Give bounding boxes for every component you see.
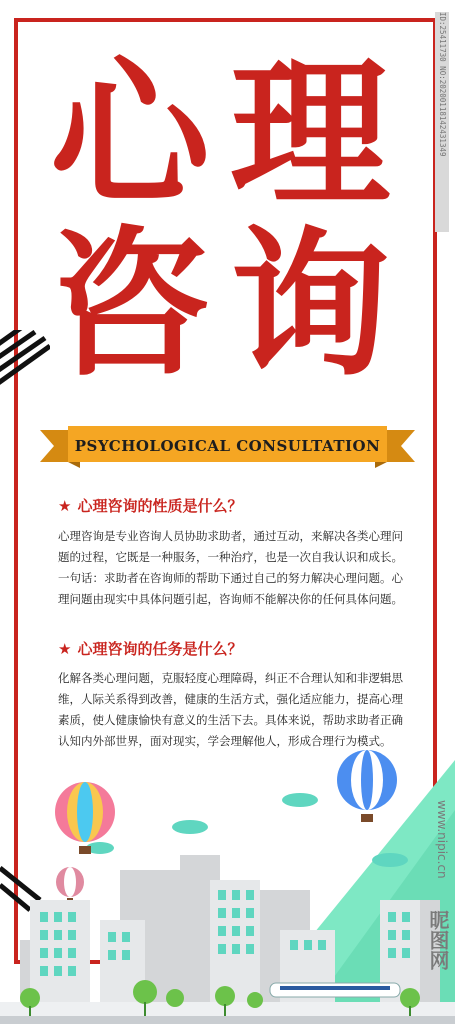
section-heading-task: [58, 638, 242, 659]
star-icon: ★: [58, 640, 72, 658]
title-char-2: 理: [229, 41, 390, 228]
title-char-3: 咨: [49, 211, 210, 398]
train: [270, 983, 400, 997]
city-illustration: [0, 740, 455, 1024]
balloon-small: [56, 867, 84, 903]
watermark-url: www.nipic.cn: [435, 800, 449, 879]
title-char-4: 询: [229, 211, 390, 398]
section-heading-text: 心理咨询的性质是什么？: [77, 497, 243, 515]
section-body-task: 化解各类心理问题，克服轻度心理障碍，纠正不合理认知和非逻辑思维，人际关系得到改善，健康的生活方式，强化适应能力，提高心理素质，使人健康愉快有意义的生活下去。具体来说，帮助求助者正确认知内外部世界，面对现实，学会理解他人，形成合理行为模式。: [58, 671, 403, 748]
title-char-1: 心: [49, 41, 210, 228]
section-heading-text: 心理咨询的任务是什么？: [77, 640, 243, 658]
balloon-right: [337, 750, 397, 822]
stripes-decoration-top: [0, 330, 50, 400]
subtitle-english: PSYCHOLOGICAL CONSULTATION: [74, 437, 381, 455]
section-heading-nature: [58, 495, 242, 516]
section-body-nature: 心理咨询是专业咨询人员协助求助者，通过互动，来解决各类心理问题的过程，它既是一种服务，一种治疗，也是一次自我认识和成长。一句话：求助者在咨询师的帮助下通过自己的努力解决心理问题。心理问题由现实中具体问题引起，咨询师不能解决你的任何具体问题。: [58, 529, 403, 606]
watermark-brand: 昵图网: [426, 910, 450, 970]
side-id-code: ID:25411730 NO:20200118142431349: [435, 12, 449, 232]
star-icon: ★: [58, 497, 72, 515]
